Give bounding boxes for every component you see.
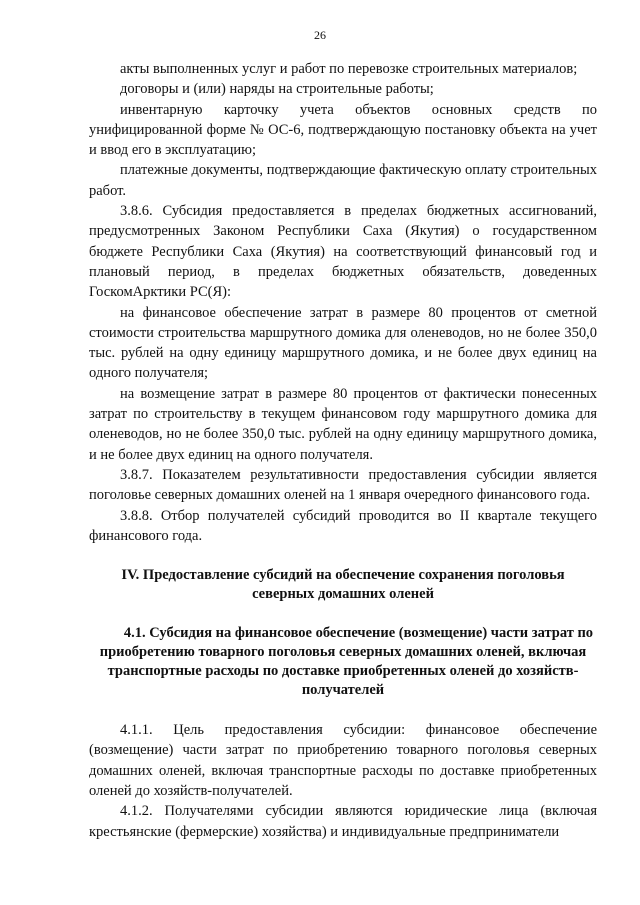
paragraph-3-8-6: 3.8.6. Субсидия предоставляется в пределах бюджетных ассигнований, предусмотренных Законом Республики Саха (Якутия) о государственном бюджете Республики Саха (Якутия) на соответствующий финансовый год и плановый период, в пределах бюджетных обязательств, доведенных ГоскомАрктики РС(Я):	[89, 203, 597, 301]
paragraph-4-1-1: 4.1.1. Цель предоставления субсидии: финансовое обеспечение (возмещение) части затрат по приобретению товарного поголовья северных домашних оленей, включая транспортные расходы по доставке приобретенных оленей до хозяйств-получателей.	[89, 722, 597, 800]
paragraph-financing: на финансовое обеспечение затрат в размере 80 процентов от сметной стоимости строительства маршрутного домика для оленеводов, но не более 350,0 тыс. рублей на одну единицу маршрутного домика, и не более двух единиц на одного получателя;	[89, 304, 597, 382]
paragraph-4-1-2: 4.1.2. Получателями субсидии являются юридические лица (включая крестьянские (фермерские) хозяйства) и индивидуальные предприниматели	[89, 803, 597, 840]
document-body	[89, 59, 597, 842]
paragraph-inventory-card: инвентарную карточку учета объектов основных средств по унифицированной форме № ОС-6, подтверждающую постановку объекта на учет и ввод его в эксплуатацию;	[89, 101, 597, 159]
page-number: 26	[314, 28, 326, 42]
section-heading: IV. Предоставление субсидий на обеспечение сохранения поголовья северных домашних оленей	[121, 567, 565, 603]
sub-heading: 4.1. Субсидия на финансовое обеспечение (возмещение) части затрат по приобретению товарного поголовья северных домашних оленей, включая транспортные расходы по доставке приобретенных оленей до хозяйств-получателей	[99, 625, 594, 699]
paragraph-reimbursement: на возмещение затрат в размере 80 процентов от фактически понесенных затрат по строительству в текущем финансовом году маршрутного домика для оленеводов, но не более 350,0 тыс. рублей на одну единицу маршрутного домика, и не более двух единиц на одного получателя.	[89, 385, 597, 463]
paragraph-contracts: договоры и (или) наряды на строительные работы;	[120, 81, 434, 98]
paragraph-3-8-7: 3.8.7. Показателем результативности предоставления субсидии является поголовье северных домашних оленей на 1 января очередного финансового года.	[89, 466, 597, 504]
paragraph-acts: акты выполненных услуг и работ по перевозке строительных материалов;	[120, 61, 578, 77]
paragraph-3-8-8: 3.8.8. Отбор получателей субсидий проводится во II квартале текущего финансового года.	[89, 507, 597, 544]
paragraph-payment-documents: платежные документы, подтверждающие фактическую оплату строительных работ.	[89, 162, 597, 199]
